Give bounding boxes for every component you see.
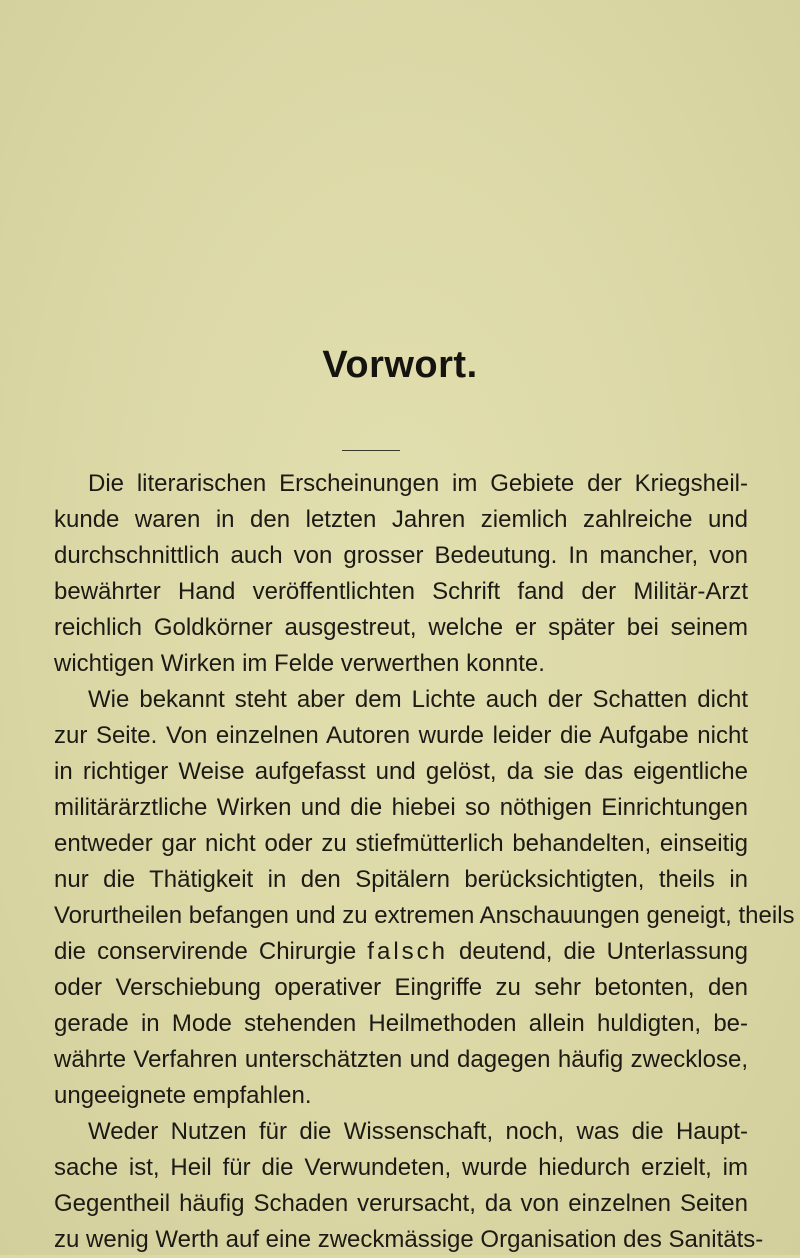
text-line: oder Verschiebung operativer Eingriffe zu sehr betonten, den [54,974,748,1001]
text-line: militärärztliche Wirken und die hiebei so nöthigen Einrichtungen [54,794,748,821]
text-line: Wie bekannt steht aber dem Lichte auch der Schatten dicht [88,686,748,713]
text-line: Gegentheil häufig Schaden verursacht, da von einzelnen Seiten [54,1190,748,1217]
text-line: nur die Thätigkeit in den Spitälern berücksichtigten, theils in [54,866,748,893]
text-line: kunde waren in den letzten Jahren ziemlich zahlreiche und [54,506,748,533]
text-line: sache ist, Heil für die Verwundeten, wurde hiedurch erzielt, im [54,1154,748,1181]
text-line: gerade in Mode stehenden Heilmethoden allein huldigten, be- [54,1010,748,1037]
text-line: zur Seite. Von einzelnen Autoren wurde leider die Aufgabe nicht [54,722,748,749]
text-line: währte Verfahren unterschätzten und dagegen häufig zwecklose, [54,1046,748,1073]
text-line [54,934,748,970]
text-line: entweder gar nicht oder zu stiefmütterlich behandelten, einseitig [54,830,748,857]
text-line: Die literarischen Erscheinungen im Gebiete der Kriegsheil- [88,470,748,497]
text-line: ungeeignete empfahlen. [54,1082,312,1109]
text-segment: die conservirende Chirurgie [54,938,368,965]
text-line: Vorurtheilen befangen und zu extremen Anschauungen geneigt, theils [54,902,795,929]
text-segment: deutend, die Unterlassung [448,938,748,965]
title-divider [342,450,400,451]
text-line: in richtiger Weise aufgefasst und gelöst, da sie das eigentliche [54,758,748,785]
emphasized-word: falsch [367,938,448,965]
text-line: durchschnittlich auch von grosser Bedeutung. In mancher, von [54,542,748,569]
text-line: wichtigen Wirken im Felde verwerthen konnte. [54,650,545,677]
text-line: bewährter Hand veröffentlichten Schrift fand der Militär-Arzt [54,578,748,605]
text-line: zu wenig Werth auf eine zweckmässige Organisation des Sanitäts- [54,1226,764,1253]
text-line: Weder Nutzen für die Wissenschaft, noch, was die Haupt- [88,1118,748,1145]
text-line: reichlich Goldkörner ausgestreut, welche er später bei seinem [54,614,748,641]
page-title: Vorwort. [322,344,478,386]
